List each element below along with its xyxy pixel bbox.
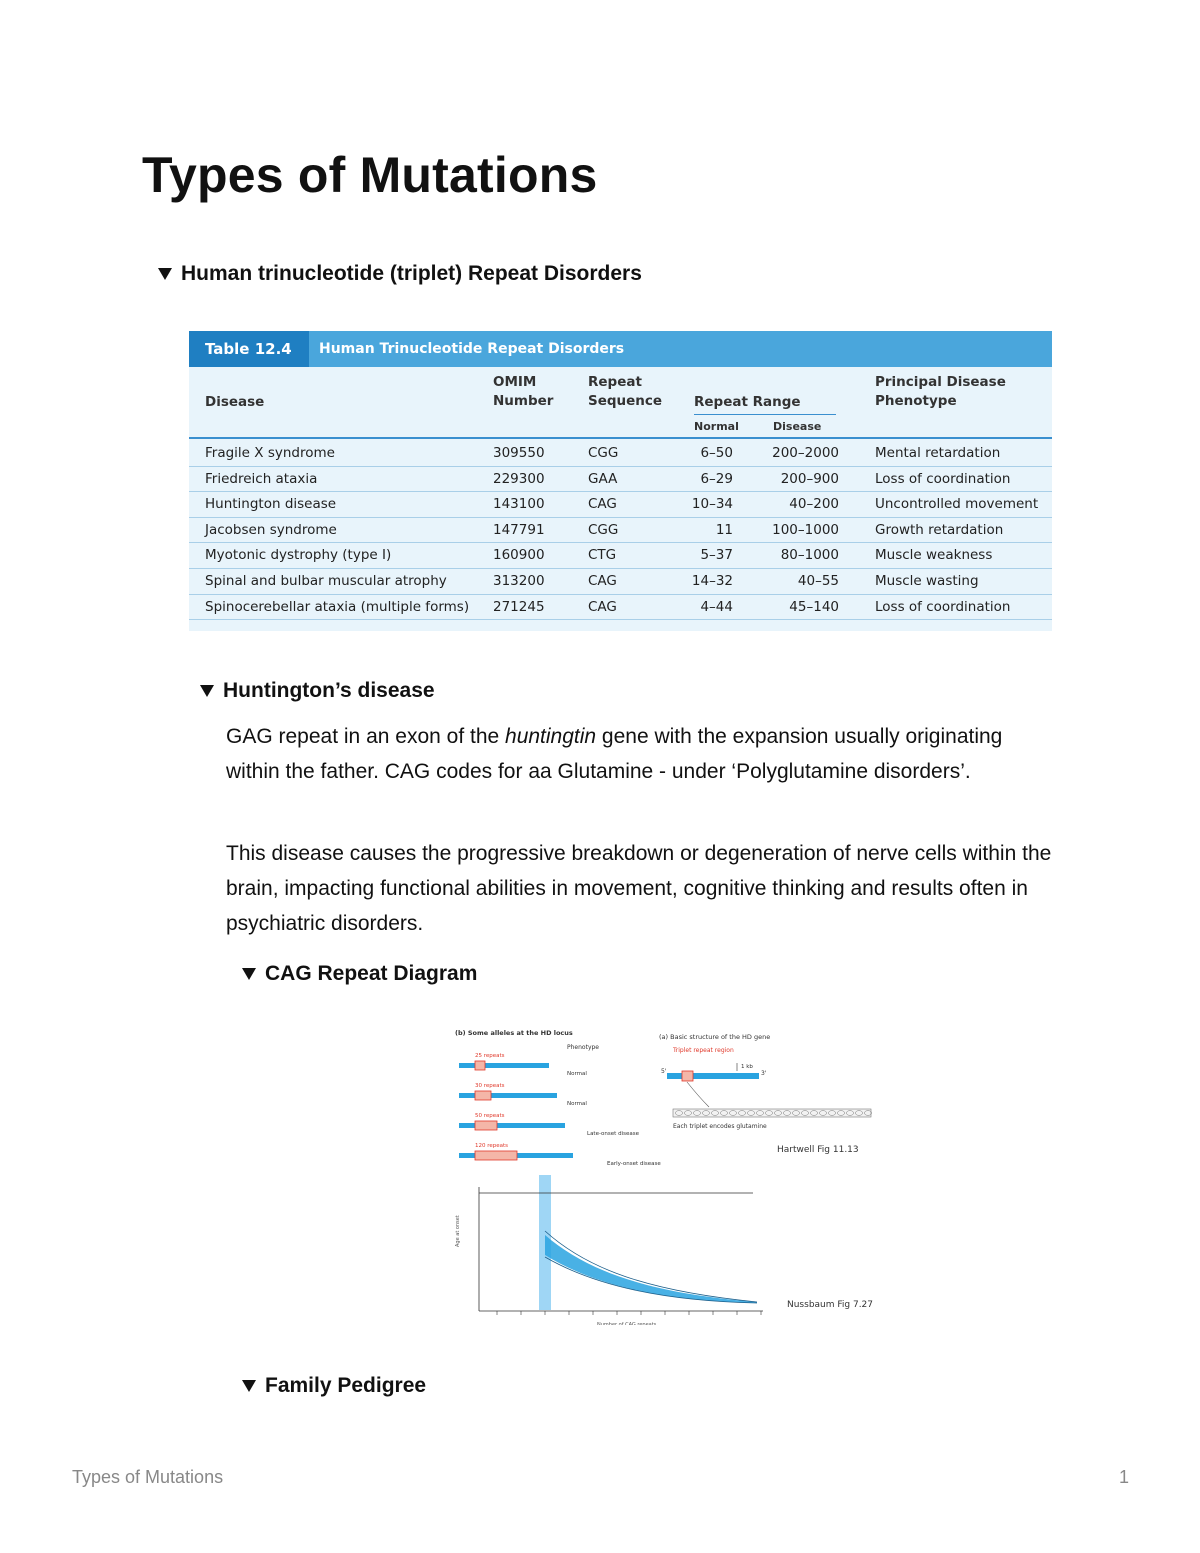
cell-disease: Spinal and bulbar muscular atrophy [205, 573, 447, 589]
cell-dis: 40–200 [789, 496, 839, 513]
table-caption: Human Trinucleotide Repeat Disorders [319, 341, 625, 357]
cell-seq: CGG [588, 521, 619, 538]
cell-dis: 40–55 [797, 573, 839, 589]
col-disease-range: Disease [773, 420, 822, 433]
page-title: Types of Mutations [142, 147, 598, 203]
triplet-region-box [682, 1071, 693, 1081]
allele-phenotype: Normal [567, 1071, 587, 1077]
cell-phen: Uncontrolled movement [875, 496, 1039, 513]
cell-phen: Loss of coordination [875, 598, 1011, 615]
cell-phen: Muscle wasting [875, 573, 979, 589]
col-omim: OMIM Number [493, 374, 554, 409]
kb-label: 1 kb [741, 1064, 753, 1070]
cell-phen: Growth retardation [875, 521, 1004, 538]
toggle-cag-diagram[interactable] [242, 962, 477, 986]
five-prime-label: 5' [661, 1068, 667, 1075]
cell-normal: 14–32 [691, 573, 733, 589]
allele-repeat-box [475, 1121, 497, 1130]
cell-omim: 160900 [493, 547, 545, 564]
col-disease: Disease [205, 394, 265, 410]
three-prime-label: 3' [761, 1070, 767, 1077]
allele-repeats: 50 repeats [475, 1113, 505, 1119]
cell-omim: 313200 [493, 573, 545, 589]
y-axis-label: Age at onset [455, 1215, 461, 1247]
allele-bar [459, 1093, 557, 1098]
toggle-triangle-icon [200, 685, 214, 697]
cell-seq: CAG [588, 496, 617, 513]
cell-normal: 10–34 [691, 496, 733, 513]
allele-repeat-box [475, 1151, 517, 1160]
cell-dis: 45–140 [789, 598, 839, 615]
cag-sequence-strip [673, 1109, 871, 1117]
allele-phenotype: Late-onset disease [587, 1131, 639, 1137]
table-row [189, 542, 1052, 569]
cell-seq: CGG [588, 445, 619, 461]
toggle-label: CAG Repeat Diagram [265, 962, 478, 985]
cell-seq: CAG [588, 598, 617, 615]
cell-disease: Fragile X syndrome [205, 445, 335, 461]
table-header-bar [189, 331, 1052, 367]
cell-seq: GAA [588, 470, 618, 487]
table-row [189, 568, 1052, 595]
cell-phen: Mental retardation [875, 445, 1001, 461]
table-number: Table 12.4 [189, 331, 309, 367]
header-rule [189, 437, 1052, 439]
cell-seq: CTG [588, 547, 617, 564]
table-row [189, 594, 1052, 621]
cell-phen: Loss of coordination [875, 470, 1011, 487]
panel-a-title: (a) Basic structure of the HD gene [659, 1033, 771, 1041]
cell-normal: 6–29 [700, 470, 733, 487]
hd-gene-bar [667, 1073, 759, 1079]
huntington-paragraph-2: This disease causes the progressive breakdown or degeneration of nerve cells within the brain, impacting functional abilities in movement, cognitive thinking and results often in psychiatric disorders. [226, 842, 1052, 935]
table-row [189, 466, 1052, 493]
repeat-disorders-table [189, 331, 1052, 631]
cell-disease: Myotonic dystrophy (type I) [205, 547, 392, 564]
allele-repeats: 120 repeats [475, 1143, 509, 1149]
cell-normal: 6–50 [700, 445, 733, 461]
cell-disease: Spinocerebellar ataxia (multiple forms) [205, 598, 470, 615]
cag-repeat-diagram [447, 1025, 895, 1325]
cell-normal: 11 [715, 521, 733, 538]
toggle-triangle-icon [242, 968, 256, 980]
cell-disease: Friedreich ataxia [205, 470, 318, 487]
allele-repeat-box [475, 1091, 491, 1100]
allele-phenotype: Early-onset disease [607, 1161, 661, 1167]
caption-nussbaum: Nussbaum Fig 7.27 [787, 1300, 874, 1310]
toggle-trinucleotide[interactable] [158, 262, 642, 286]
cell-omim: 271245 [493, 598, 545, 615]
x-axis-label: Number of CAG repeats [597, 1322, 657, 1325]
cell-omim: 229300 [493, 470, 545, 487]
cell-dis: 100–1000 [772, 521, 839, 538]
phenotype-label: Phenotype [567, 1044, 599, 1051]
cell-normal: 5–37 [700, 547, 733, 564]
zoom-line [687, 1082, 709, 1107]
panel-b-title: (b) Some alleles at the HD locus [455, 1029, 573, 1037]
table-row [189, 491, 1052, 518]
toggle-huntington[interactable] [200, 679, 435, 703]
table-row [189, 440, 1052, 467]
allele-repeats: 30 repeats [475, 1083, 505, 1089]
toggle-label: Human trinucleotide (triplet) Repeat Disorders [181, 262, 642, 285]
allele-phenotype: Normal [567, 1101, 587, 1107]
cell-omim: 309550 [493, 445, 545, 461]
range-underline [694, 414, 836, 415]
cell-dis: 200–2000 [772, 445, 839, 461]
triplet-note: Each triplet encodes glutamine [673, 1123, 767, 1130]
toggle-label: Family Pedigree [265, 1374, 427, 1397]
col-repeat-range: Repeat Range [694, 394, 801, 410]
allele-bar [459, 1063, 549, 1068]
toggle-label: Huntington’s disease [223, 679, 435, 702]
triplet-region-label: Triplet repeat region [673, 1047, 734, 1054]
huntington-paragraph-1: GAG repeat in an exon of the huntingtin gene with the expansion usually originating within the father. CAG codes for aa Glutamine - under ‘Polyglutamine disorders’. [226, 725, 1003, 783]
cell-omim: 143100 [493, 496, 545, 513]
footer-page-number: 1 [1119, 1467, 1130, 1487]
toggle-triangle-icon [242, 1380, 256, 1392]
col-phenotype: Principal Disease Phenotype [875, 374, 1006, 409]
table-row [189, 517, 1052, 544]
cell-omim: 147791 [493, 521, 545, 538]
allele-repeats: 25 repeats [475, 1053, 505, 1059]
col-repeat-seq: Repeat Sequence [588, 374, 663, 409]
allele-repeat-box [475, 1061, 485, 1070]
footer-title: Types of Mutations [72, 1467, 224, 1487]
cell-dis: 200–900 [780, 470, 839, 487]
cell-disease: Huntington disease [205, 496, 337, 513]
col-normal: Normal [694, 420, 739, 433]
toggle-family-pedigree[interactable] [242, 1374, 426, 1398]
cell-normal: 4–44 [700, 598, 733, 615]
cell-disease: Jacobsen syndrome [205, 521, 337, 538]
toggle-triangle-icon [158, 268, 172, 280]
cell-dis: 80–1000 [780, 547, 839, 564]
caption-hartwell: Hartwell Fig 11.13 [777, 1145, 859, 1155]
cell-seq: CAG [588, 573, 617, 589]
cell-phen: Muscle weakness [875, 547, 993, 564]
